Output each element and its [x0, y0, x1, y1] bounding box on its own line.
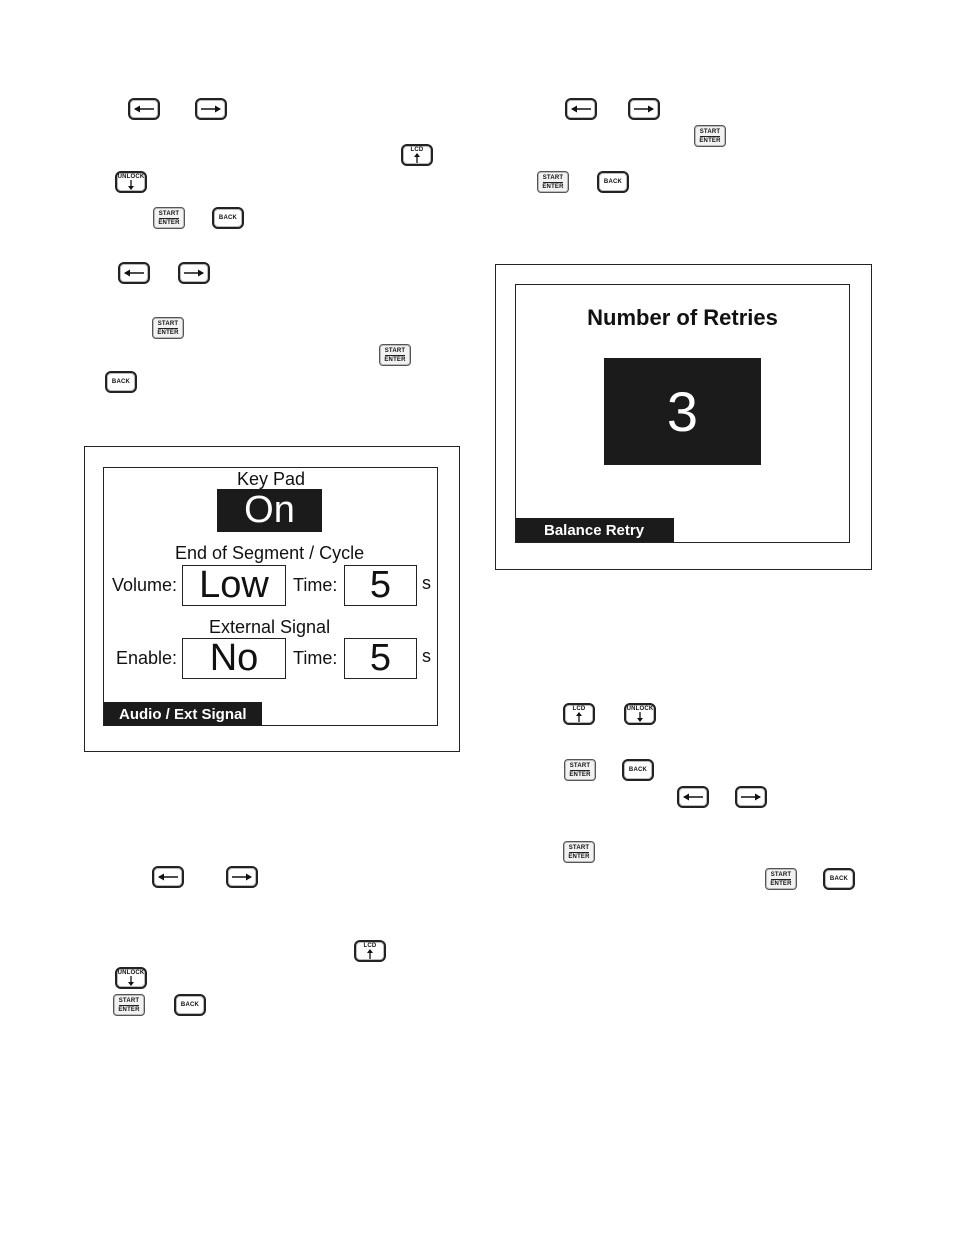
back-key[interactable]	[622, 759, 654, 781]
left-arrow-key[interactable]	[128, 98, 160, 120]
start-key-label: START	[157, 320, 179, 327]
enable-value[interactable]: No	[182, 638, 286, 679]
back-key[interactable]	[174, 994, 206, 1016]
external-time-value[interactable]: 5	[344, 638, 417, 679]
back-key-label: BACK	[218, 215, 238, 221]
start-key-label: START	[699, 128, 721, 135]
right-arrow-icon	[182, 268, 206, 278]
right-arrow-key[interactable]	[735, 786, 767, 808]
segment-time-value[interactable]: 5	[344, 565, 417, 606]
unlock-key-label: UNLOCK	[117, 174, 145, 180]
left-arrow-icon	[569, 104, 593, 114]
left-arrow-key[interactable]	[152, 866, 184, 888]
left-arrow-icon	[681, 792, 705, 802]
start-enter-key[interactable]	[113, 994, 145, 1016]
start-enter-key[interactable]	[564, 759, 596, 781]
right-arrow-key[interactable]	[178, 262, 210, 284]
lcd-key[interactable]	[563, 703, 595, 725]
start-enter-key[interactable]	[152, 317, 184, 339]
up-arrow-icon	[413, 153, 421, 163]
down-arrow-icon	[636, 712, 644, 722]
volume-label: Volume:	[112, 575, 178, 595]
lcd-key[interactable]	[354, 940, 386, 962]
segment-time-label: Time:	[293, 575, 338, 595]
back-key[interactable]	[212, 207, 244, 229]
keypad-label: Key Pad	[237, 469, 306, 489]
volume-value[interactable]: Low	[182, 565, 286, 606]
start-key-label: START	[158, 210, 180, 217]
unlock-key[interactable]	[115, 171, 147, 193]
external-signal-label: External Signal	[209, 617, 331, 637]
left-arrow-icon	[156, 872, 180, 882]
start-enter-key[interactable]	[765, 868, 797, 890]
right-arrow-key[interactable]	[226, 866, 258, 888]
enter-key-label: ENTER	[770, 880, 792, 887]
right-arrow-icon	[739, 792, 763, 802]
back-key-label: BACK	[111, 379, 131, 385]
lcd-key-label: LCD	[363, 943, 377, 949]
retries-value[interactable]: 3	[604, 358, 761, 465]
unlock-key-label: UNLOCK	[626, 706, 654, 712]
enter-key-label: ENTER	[118, 1006, 140, 1013]
lcd-key-label: LCD	[572, 706, 586, 712]
start-key-label: START	[384, 347, 406, 354]
start-enter-key[interactable]	[537, 171, 569, 193]
audio-ext-signal-tab[interactable]: Audio / Ext Signal	[104, 702, 262, 726]
retries-title: Number of Retries	[587, 305, 778, 330]
lcd-key[interactable]	[401, 144, 433, 166]
enable-label: Enable:	[116, 648, 178, 668]
back-key-label: BACK	[628, 767, 648, 773]
down-arrow-icon	[127, 180, 135, 190]
start-key-label: START	[569, 762, 591, 769]
segment-label: End of Segment / Cycle	[175, 543, 365, 563]
segment-seconds-unit: s	[422, 573, 431, 593]
back-key[interactable]	[823, 868, 855, 890]
external-seconds-unit: s	[422, 646, 431, 666]
right-arrow-icon	[230, 872, 254, 882]
back-key-label: BACK	[603, 179, 623, 185]
enter-key-label: ENTER	[158, 219, 180, 226]
lcd-key-label: LCD	[410, 147, 424, 153]
right-arrow-icon	[199, 104, 223, 114]
balance-retry-tab[interactable]: Balance Retry	[516, 518, 674, 542]
enter-key-label: ENTER	[384, 356, 406, 363]
right-arrow-icon	[632, 104, 656, 114]
down-arrow-icon	[127, 976, 135, 986]
unlock-key-label: UNLOCK	[117, 970, 145, 976]
left-arrow-icon	[122, 268, 146, 278]
up-arrow-icon	[366, 949, 374, 959]
right-arrow-key[interactable]	[195, 98, 227, 120]
back-key[interactable]	[105, 371, 137, 393]
enter-key-label: ENTER	[569, 771, 591, 778]
start-key-label: START	[568, 844, 590, 851]
back-key-label: BACK	[829, 876, 849, 882]
left-arrow-key[interactable]	[677, 786, 709, 808]
up-arrow-icon	[575, 712, 583, 722]
right-arrow-key[interactable]	[628, 98, 660, 120]
back-key-label: BACK	[180, 1002, 200, 1008]
start-key-label: START	[542, 174, 564, 181]
start-enter-key[interactable]	[694, 125, 726, 147]
left-arrow-icon	[132, 104, 156, 114]
unlock-key[interactable]	[624, 703, 656, 725]
start-key-label: START	[770, 871, 792, 878]
start-enter-key[interactable]	[563, 841, 595, 863]
unlock-key[interactable]	[115, 967, 147, 989]
start-enter-key[interactable]	[379, 344, 411, 366]
left-arrow-key[interactable]	[565, 98, 597, 120]
external-time-label: Time:	[293, 648, 338, 668]
enter-key-label: ENTER	[542, 183, 564, 190]
back-key[interactable]	[597, 171, 629, 193]
enter-key-label: ENTER	[157, 329, 179, 336]
enter-key-label: ENTER	[568, 853, 590, 860]
enter-key-label: ENTER	[699, 137, 721, 144]
start-key-label: START	[118, 997, 140, 1004]
left-arrow-key[interactable]	[118, 262, 150, 284]
start-enter-key[interactable]	[153, 207, 185, 229]
keypad-value[interactable]: On	[217, 489, 322, 532]
